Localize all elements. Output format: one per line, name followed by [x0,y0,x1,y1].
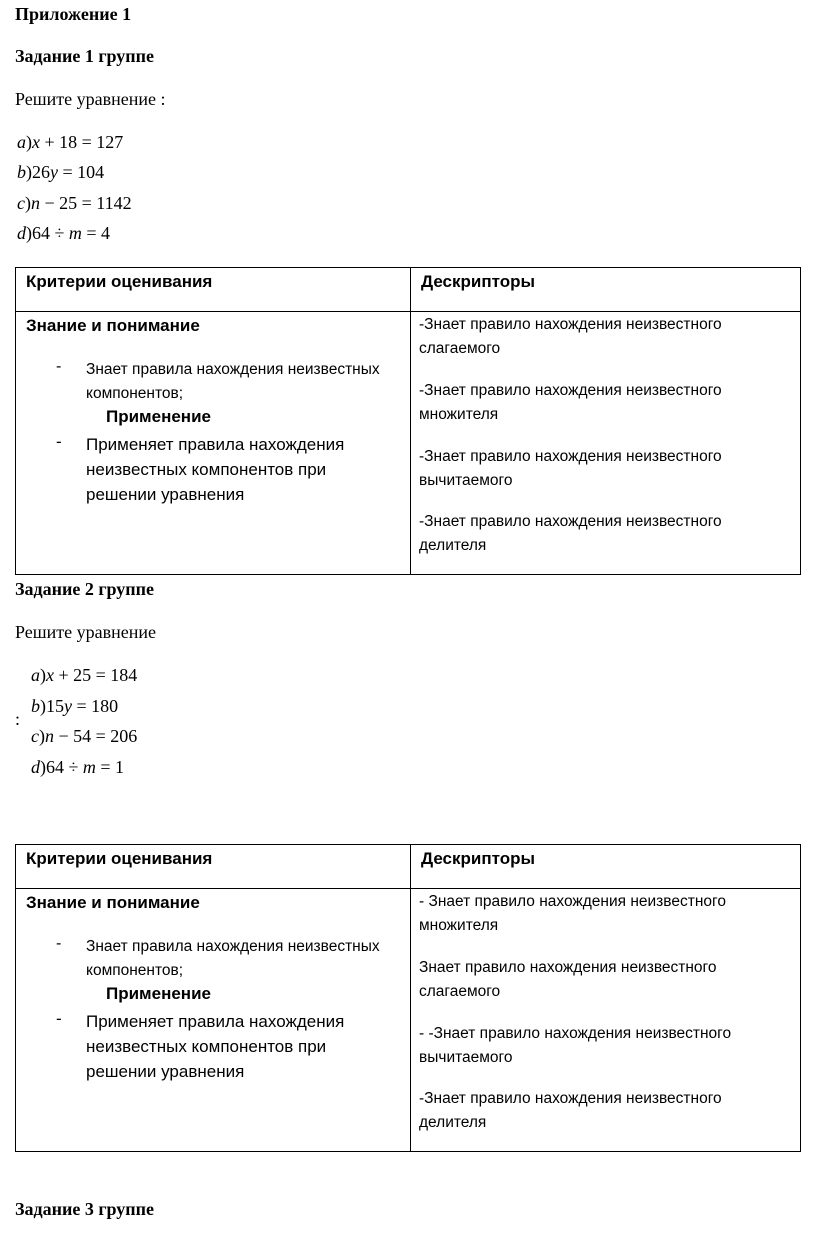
table-header-row [16,268,801,312]
descriptors-cell [411,889,801,1152]
section-application: Применение [106,984,211,1003]
bullet-knowledge: Знает правила нахождения неизвестных компонентов; [86,938,380,979]
task2-instruction: Решите уравнение [15,622,156,642]
descriptor-item: -Знает правило нахождения неизвестного делителя [419,513,722,554]
task2-title: Задание 2 группе [15,579,155,599]
task1-criteria-table [15,267,801,575]
task2-criteria-table [15,844,801,1152]
equation: d)64 ÷ m = 1 [31,757,125,777]
equation: c)n − 25 = 1142 [17,193,132,213]
table-row [16,312,801,575]
descriptor-item: Знает правило нахождения неизвестного слагаемого [419,959,717,1000]
task1-instruction: Решите уравнение : [15,89,166,109]
equation: a)x + 25 = 184 [31,665,138,685]
section-knowledge: Знание и понимание [26,893,200,912]
task3-title: Задание 3 группе [15,1199,155,1219]
equation: b)15y = 180 [31,696,119,716]
col2-header: Дескрипторы [411,268,801,312]
col2-header: Дескрипторы [411,845,801,889]
task1-title: Задание 1 группе [15,46,155,66]
descriptor-item: -Знает правило нахождения неизвестного делителя [419,1090,722,1131]
section-knowledge: Знание и понимание [26,316,200,335]
bullet-dash: - [56,935,62,952]
descriptors-cell [411,312,801,575]
descriptor-item: - -Знает правило нахождения неизвестного вычитаемого [419,1025,732,1066]
bullet-dash: - [56,432,62,451]
descriptor-item: -Знает правило нахождения неизвестного слагаемого [419,316,722,357]
table-header-row [16,845,801,889]
equation: b)26y = 104 [17,162,105,182]
bullet-knowledge: Знает правила нахождения неизвестных компонентов; [86,361,380,402]
bullet-dash: - [56,358,62,375]
bullet-application: Применяет правила нахождения неизвестных компонентов при решении уравнения [86,435,345,504]
descriptor-item: - Знает правило нахождения неизвестного множителя [419,893,726,934]
equation: a)x + 18 = 127 [17,132,124,152]
task2-colon: : [15,709,21,729]
bullet-application: Применяет правила нахождения неизвестных компонентов при решении уравнения [86,1012,345,1081]
col1-header: Критерии оценивания [16,845,411,889]
equation: c)n − 54 = 206 [31,726,138,746]
table-row [16,889,801,1152]
col1-header: Критерии оценивания [16,268,411,312]
criteria-cell [16,312,411,575]
bullet-dash: - [56,1009,62,1028]
appendix-title: Приложение 1 [15,4,132,24]
equation: d)64 ÷ m = 4 [17,223,111,243]
section-application: Применение [106,407,211,426]
criteria-cell [16,889,411,1152]
descriptor-item: -Знает правило нахождения неизвестного множителя [419,382,722,423]
descriptor-item: -Знает правило нахождения неизвестного вычитаемого [419,448,722,489]
